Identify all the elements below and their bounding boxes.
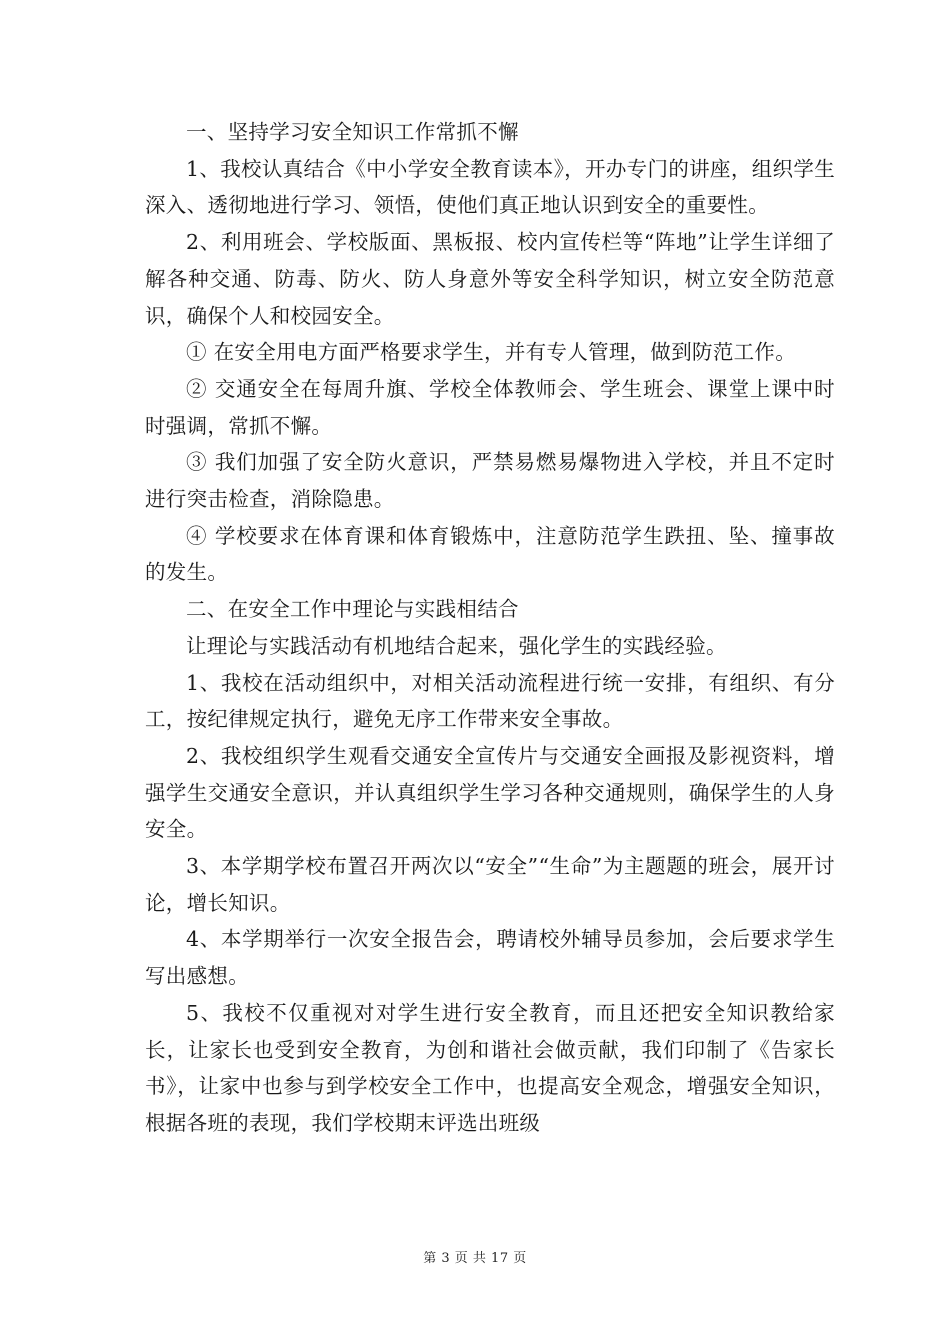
list-item-2: ② 交通安全在每周升旗、学校全体教师会、学生班会、课堂上课中时时强调，常抓不懈。: [145, 376, 835, 438]
paragraph-4: 2、我校组织学生观看交通安全宣传片与交通安全画报及影视资料，增强学生交通安全意识，并认真组织学生学习各种交通规则，确保学生的人身安全。: [145, 743, 835, 842]
paragraph-6: 4、本学期举行一次安全报告会，聘请校外辅导员参加，会后要求学生写出感想。: [145, 927, 835, 989]
page-number: 第 3 页 共 17 页: [423, 1251, 527, 1266]
document-body: [145, 114, 835, 1142]
paragraph-5: 3、本学期学校布置召开两次以“安全”“生命”为主题题的班会，展开讨论，增长知识。: [145, 854, 835, 915]
page-footer: [0, 1247, 950, 1266]
list-item-1: ① 在安全用电方面严格要求学生，并有专人管理，做到防范工作。: [186, 340, 797, 365]
list-item-4: ④ 学校要求在体育课和体育锻炼中，注意防范学生跌扭、坠、撞事故的发生。: [145, 523, 835, 585]
paragraph-intro: 让理论与实践活动有机地结合起来，强化学生的实践经验。: [186, 633, 727, 658]
list-item-3: ③ 我们加强了安全防火意识，严禁易燃易爆物进入学校，并且不定时进行突击检查，消除隐患。: [145, 450, 835, 512]
paragraph-7: 5、我校不仅重视对对学生进行安全教育，而且还把安全知识教给家长，让家长也受到安全教育，为创和谐社会做贡献，我们印制了《告家长书》，让家中也参与到学校安全工作中，也提高安全观念，增强安全知识，根据各班的表现，我们学校期末评选出班级: [145, 1000, 835, 1135]
paragraph-1: 1、我校认真结合《中小学安全教育读本》，开办专门的讲座，组织学生深入、透彻地进行学习、领悟，使他们真正地认识到安全的重要性。: [145, 156, 835, 218]
paragraph-2: 2、利用班会、学校版面、黑板报、校内宣传栏等“阵地”让学生详细了解各种交通、防毒、防火、防人身意外等安全科学知识，树立安全防范意识，确保个人和校园安全。: [145, 230, 835, 328]
section-heading-1: 一、坚持学习安全知识工作常抓不懈: [186, 120, 519, 144]
paragraph-3: 1、我校在活动组织中，对相关活动流程进行统一安排，有组织、有分工，按纪律规定执行，避免无序工作带来安全事故。: [145, 670, 835, 732]
section-heading-2: 二、在安全工作中理论与实践相结合: [186, 597, 519, 622]
